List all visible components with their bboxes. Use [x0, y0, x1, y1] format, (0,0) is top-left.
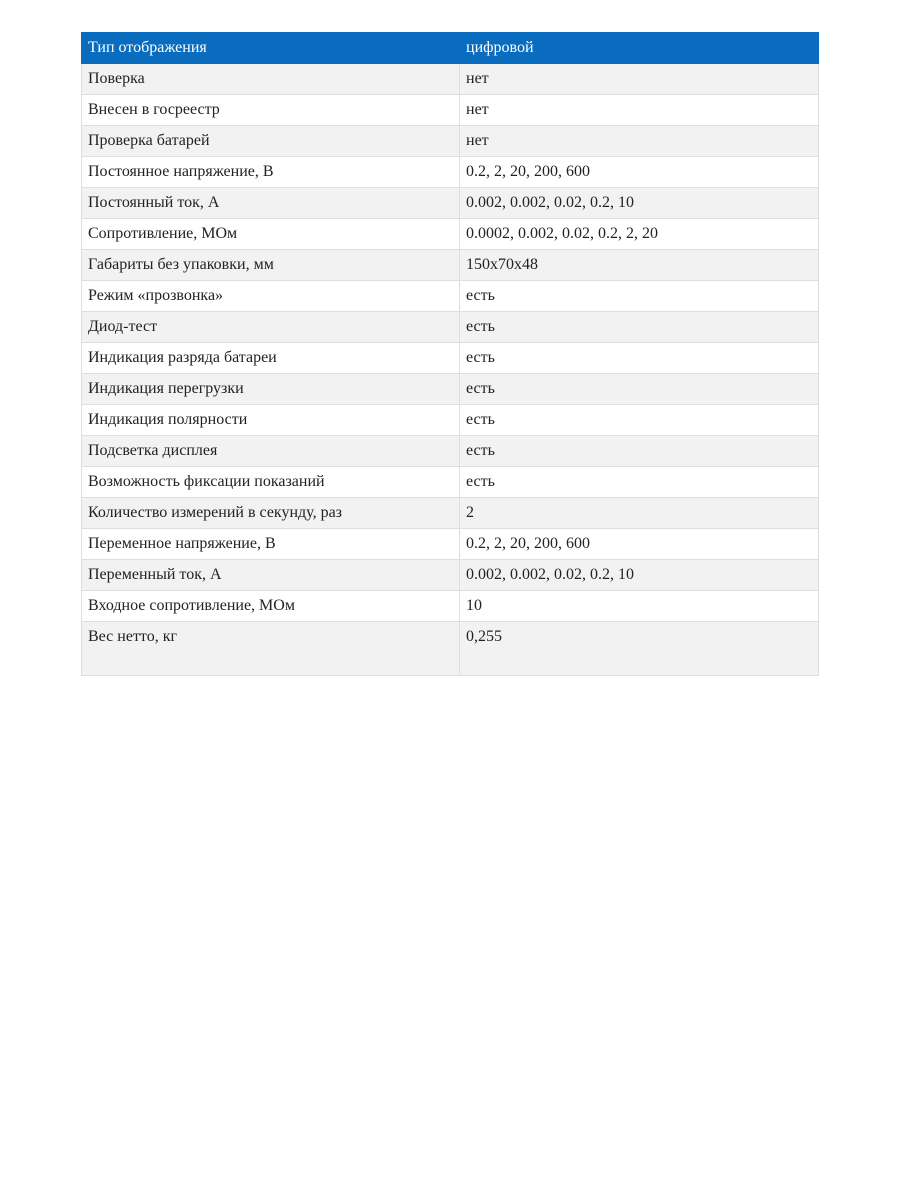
spec-value: есть	[460, 405, 819, 436]
table-row	[82, 219, 819, 250]
spec-label: Поверка	[82, 64, 460, 95]
spec-value: 0,255	[460, 622, 819, 676]
spec-value: 0.002, 0.002, 0.02, 0.2, 10	[460, 560, 819, 591]
spec-value: нет	[460, 126, 819, 157]
table-row	[82, 343, 819, 374]
spec-value: 0.2, 2, 20, 200, 600	[460, 529, 819, 560]
table-header-row	[82, 33, 819, 64]
spec-value: есть	[460, 343, 819, 374]
table-row	[82, 188, 819, 219]
spec-label: Проверка батарей	[82, 126, 460, 157]
table-row	[82, 250, 819, 281]
spec-label: Постоянный ток, А	[82, 188, 460, 219]
spec-label: Переменное напряжение, В	[82, 529, 460, 560]
spec-label: Внесен в госреестр	[82, 95, 460, 126]
spec-value: есть	[460, 312, 819, 343]
table-row	[82, 436, 819, 467]
table-row	[82, 405, 819, 436]
table-row	[82, 126, 819, 157]
table-row	[82, 64, 819, 95]
specifications-table	[81, 32, 819, 676]
spec-value: 10	[460, 591, 819, 622]
spec-label: Диод-тест	[82, 312, 460, 343]
spec-label: Переменный ток, А	[82, 560, 460, 591]
spec-value: есть	[460, 281, 819, 312]
spec-label: Сопротивление, МОм	[82, 219, 460, 250]
table-row	[82, 529, 819, 560]
spec-label: Режим «прозвонка»	[82, 281, 460, 312]
table-row	[82, 560, 819, 591]
spec-value: 2	[460, 498, 819, 529]
spec-value: 0.0002, 0.002, 0.02, 0.2, 2, 20	[460, 219, 819, 250]
spec-label: Возможность фиксации показаний	[82, 467, 460, 498]
spec-label: Количество измерений в секунду, раз	[82, 498, 460, 529]
spec-value: есть	[460, 467, 819, 498]
table-row	[82, 622, 819, 676]
table-row	[82, 312, 819, 343]
table-row	[82, 467, 819, 498]
spec-value: нет	[460, 95, 819, 126]
spec-label: Постоянное напряжение, В	[82, 157, 460, 188]
spec-label: Индикация разряда батареи	[82, 343, 460, 374]
spec-value: 0.2, 2, 20, 200, 600	[460, 157, 819, 188]
spec-label: Индикация полярности	[82, 405, 460, 436]
table-row	[82, 498, 819, 529]
spec-value: есть	[460, 374, 819, 405]
spec-value: есть	[460, 436, 819, 467]
spec-label: Входное сопротивление, МОм	[82, 591, 460, 622]
header-value-cell: цифровой	[460, 33, 819, 64]
spec-label: Индикация перегрузки	[82, 374, 460, 405]
spec-label: Габариты без упаковки, мм	[82, 250, 460, 281]
header-label-cell: Тип отображения	[82, 33, 460, 64]
spec-value: 0.002, 0.002, 0.02, 0.2, 10	[460, 188, 819, 219]
table-row	[82, 374, 819, 405]
spec-label: Вес нетто, кг	[82, 622, 460, 676]
table-row	[82, 281, 819, 312]
table-row	[82, 157, 819, 188]
table-row	[82, 95, 819, 126]
table-row	[82, 591, 819, 622]
spec-value: 150x70x48	[460, 250, 819, 281]
spec-value: нет	[460, 64, 819, 95]
spec-label: Подсветка дисплея	[82, 436, 460, 467]
